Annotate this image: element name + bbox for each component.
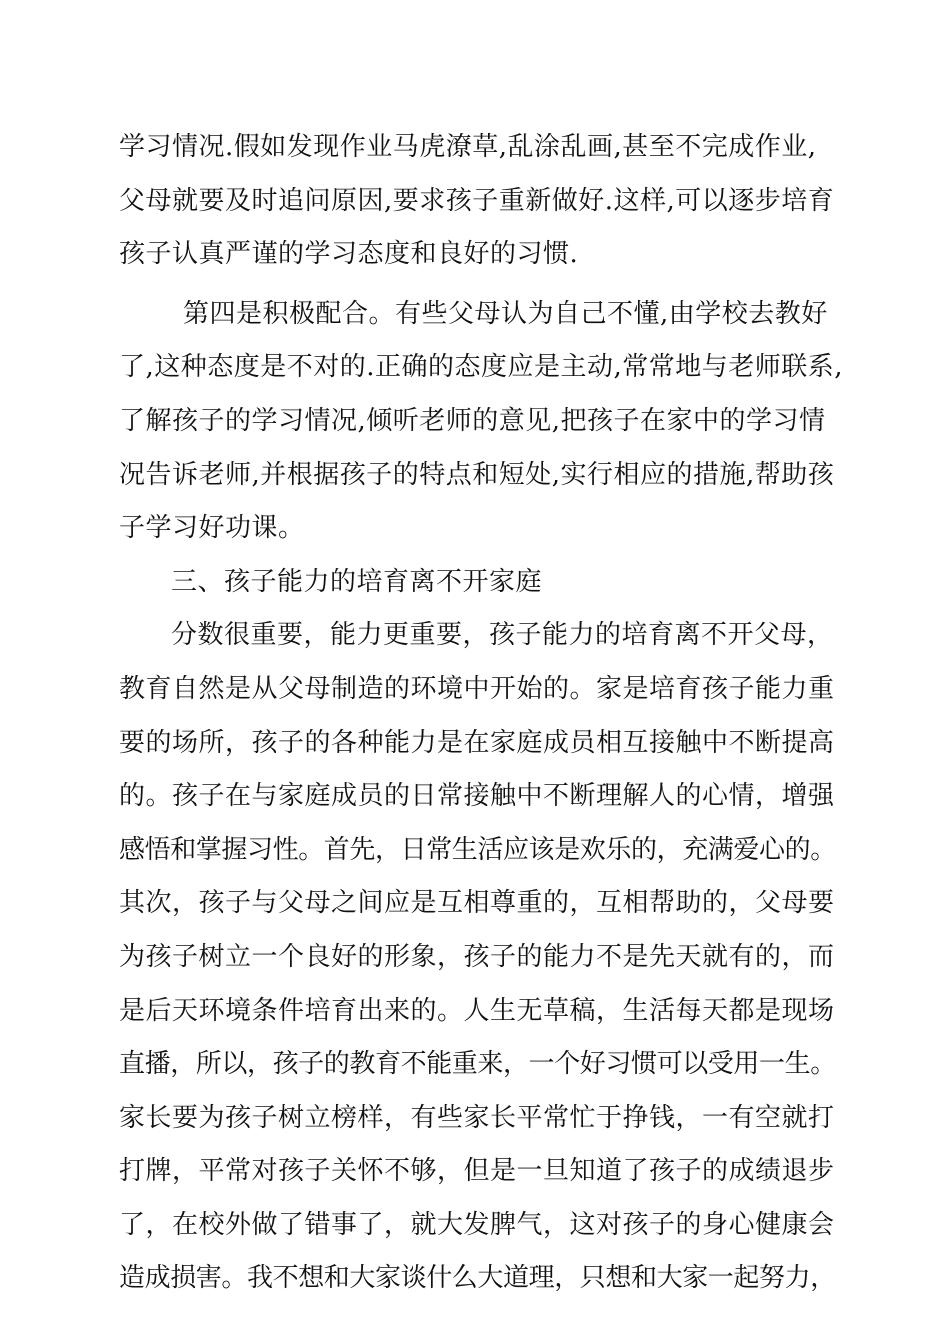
paragraph-2-line-1: 第四是积极配合。有些父母认为自己不懂,由学校去教好 [183, 298, 828, 329]
paragraph-2-line-3: 了解孩子的学习情况,倾听老师的意见,把孩子在家中的学习情 [119, 405, 826, 436]
paragraph-3-line-11: 打牌，平常对孩子关怀不够，但是一旦知道了孩子的成绩退步 [119, 1156, 835, 1187]
paragraph-3-line-7: 为孩子树立一个良好的形象，孩子的能力不是先天就有的，而 [119, 941, 835, 972]
paragraph-3-line-12: 了，在校外做了错事了，就大发脾气，这对孩子的身心健康会 [119, 1209, 835, 1240]
paragraph-1-line-2: 父母就要及时追问原因,要求孩子重新做好.这样,可以逐步培育 [119, 185, 835, 216]
document-body [119, 121, 844, 1306]
paragraph-2-line-4: 况告诉老师,并根据孩子的特点和短处,实行相应的措施,帮助孩 [119, 459, 835, 490]
paragraph-1-line-1: 学习情况.假如发现作业马虎潦草,乱涂乱画,甚至不完成作业, [119, 132, 817, 162]
paragraph-2-line-5: 子学习好功课。 [119, 513, 305, 544]
paragraph-3-line-8: 是后天环境条件培育出来的。人生无草稿，生活每天都是现场 [119, 995, 835, 1026]
paragraph-3-line-9: 直播，所以，孩子的教育不能重来，一个好习惯可以受用一生。 [119, 1049, 836, 1080]
paragraph-3-line-6: 其次，孩子与父母之间应是互相尊重的，互相帮助的，父母要 [119, 888, 835, 919]
paragraph-3-line-1: 分数很重要，能力更重要，孩子能力的培育离不开父母， [171, 620, 834, 651]
paragraph-3-line-2: 教育自然是从父母制造的环境中开始的。家是培育孩子能力重 [119, 673, 835, 704]
paragraph-3-line-3: 要的场所，孩子的各种能力是在家庭成员相互接触中不断提高 [119, 727, 835, 758]
paragraph-2-line-2: 了,这种态度是不对的.正确的态度应是主动,常常地与老师联系, [119, 352, 844, 383]
paragraph-3-line-10: 家长要为孩子树立榜样，有些家长平常忙于挣钱，一有空就打 [119, 1102, 835, 1133]
section-heading: 三、孩子能力的培育离不开家庭 [171, 566, 543, 597]
paragraph-3-line-13: 造成损害。我不想和大家谈什么大道理，只想和大家一起努力， [119, 1263, 836, 1294]
paragraph-1-line-3: 孩子认真严谨的学习态度和良好的习惯. [119, 239, 579, 270]
paragraph-3-line-4: 的。孩子在与家庭成员的日常接触中不断理解人的心情，增强 [119, 781, 835, 812]
paragraph-3-line-5: 感悟和掌握习性。首先，日常生活应该是欢乐的，充满爱心的。 [119, 834, 836, 865]
